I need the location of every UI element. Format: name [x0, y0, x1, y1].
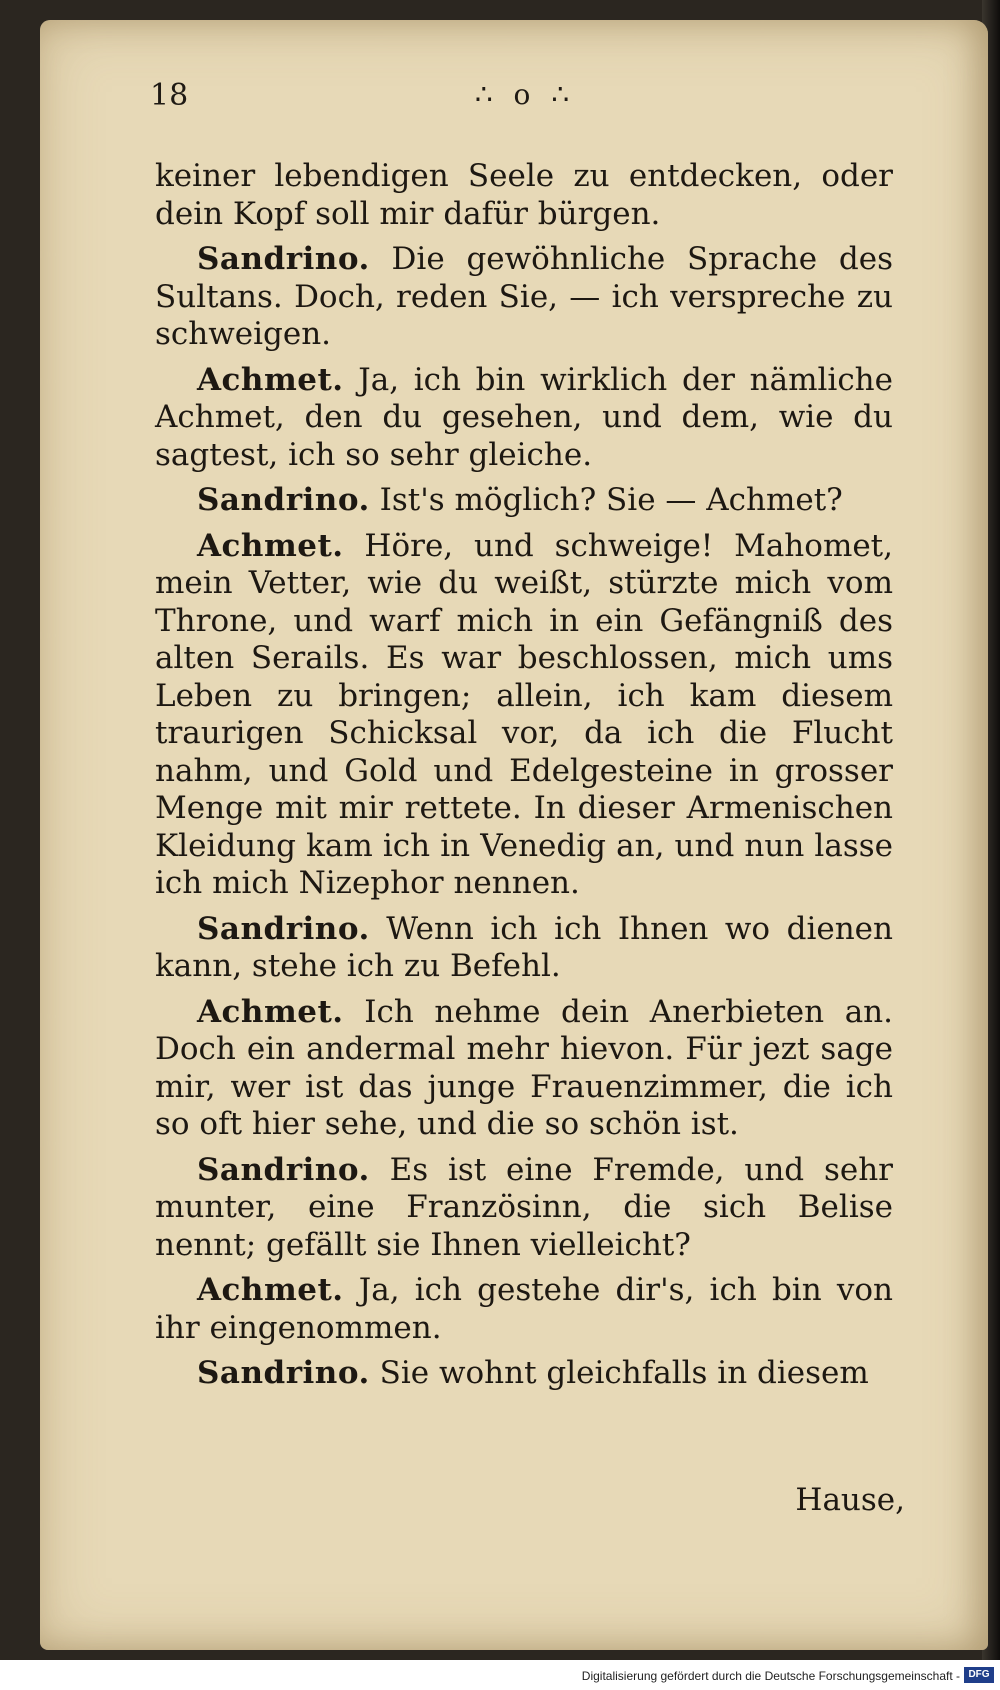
paragraph-4	[155, 482, 893, 520]
speaker-name: Achmet.	[197, 361, 344, 398]
catchword: Hause,	[795, 1482, 905, 1518]
digitization-footer	[0, 1664, 1000, 1690]
speech-text: Ja, ich gestehe dir's, ich bin von ihr eingenommen.	[155, 1272, 893, 1346]
footer-credit: Digitalisierung gefördert durch die Deutsche Forschungsgemeinschaft -	[581, 1669, 960, 1683]
speaker-name: Achmet.	[197, 993, 344, 1030]
speaker-name: Sandrino.	[197, 1151, 370, 1188]
dfg-logo-icon: DFG	[964, 1667, 994, 1683]
speaker-name: Sandrino.	[197, 241, 370, 277]
paragraph-2	[155, 241, 893, 354]
speech-text: keiner lebendigen Seele zu entdecken, oder dein Kopf soll mir dafür bürgen.	[155, 158, 893, 232]
page-number: 18	[150, 78, 189, 113]
speaker-name: Achmet.	[197, 527, 344, 564]
paragraph-7	[155, 994, 893, 1144]
paragraph-5	[155, 528, 893, 903]
speech-text: Wenn ich ich Ihnen wo dienen kann, stehe ich zu Befehl.	[155, 910, 893, 984]
speaker-name: Sandrino.	[197, 482, 370, 518]
speaker-name: Sandrino.	[197, 1355, 370, 1391]
header-ornament: ∴ o ∴	[474, 78, 576, 111]
paragraph-6	[155, 911, 893, 986]
body-text	[155, 158, 893, 1401]
paragraph-9	[155, 1272, 893, 1347]
paragraph-8	[155, 1152, 893, 1265]
speech-text: Es ist eine Fremde, und sehr munter, eine Französinn, die sich Belise nennt; gefällt sie Ihnen vielleicht?	[155, 1151, 893, 1263]
page-header	[150, 78, 900, 118]
speaker-name: Sandrino.	[197, 910, 370, 947]
speaker-name: Achmet.	[197, 1272, 344, 1308]
paragraph-1	[155, 158, 893, 233]
paragraph-10	[155, 1355, 893, 1393]
speech-text: Die gewöhnliche Sprache des Sultans. Doch, reden Sie, — ich verspreche zu schweigen.	[155, 241, 893, 352]
speech-text: Sie wohnt gleichfalls in diesem	[369, 1355, 869, 1391]
speech-text: Ja, ich bin wirklich der nämliche Achmet, den du gesehen, und dem, wie du sagtest, ich so sehr gleiche.	[155, 361, 893, 473]
speech-text: Höre, und schweige! Mahomet, mein Vetter, wie du weißt, stürzte mich vom Throne, und warf mich in ein Gefängniß des alten Serails. Es war beschlossen, mich ums Leben zu bringen; allein, ich kam diesem traurigen Schicksal vor, da ich die Flucht nahm, und Gold und Edelgesteine in grosser Menge mit mir rettete. In dieser Armenischen Kleidung kam ich in Venedig an, und nun lasse ich mich Nizephor nennen.	[155, 527, 893, 901]
speech-text: Ist's möglich? Sie — Achmet?	[369, 482, 843, 518]
speech-text: Ich nehme dein Anerbieten an. Doch ein andermal mehr hievon. Für jezt sage mir, wer ist das junge Frauenzimmer, die ich so oft hier sehe, und die so schön ist.	[155, 993, 893, 1142]
paragraph-3	[155, 362, 893, 475]
